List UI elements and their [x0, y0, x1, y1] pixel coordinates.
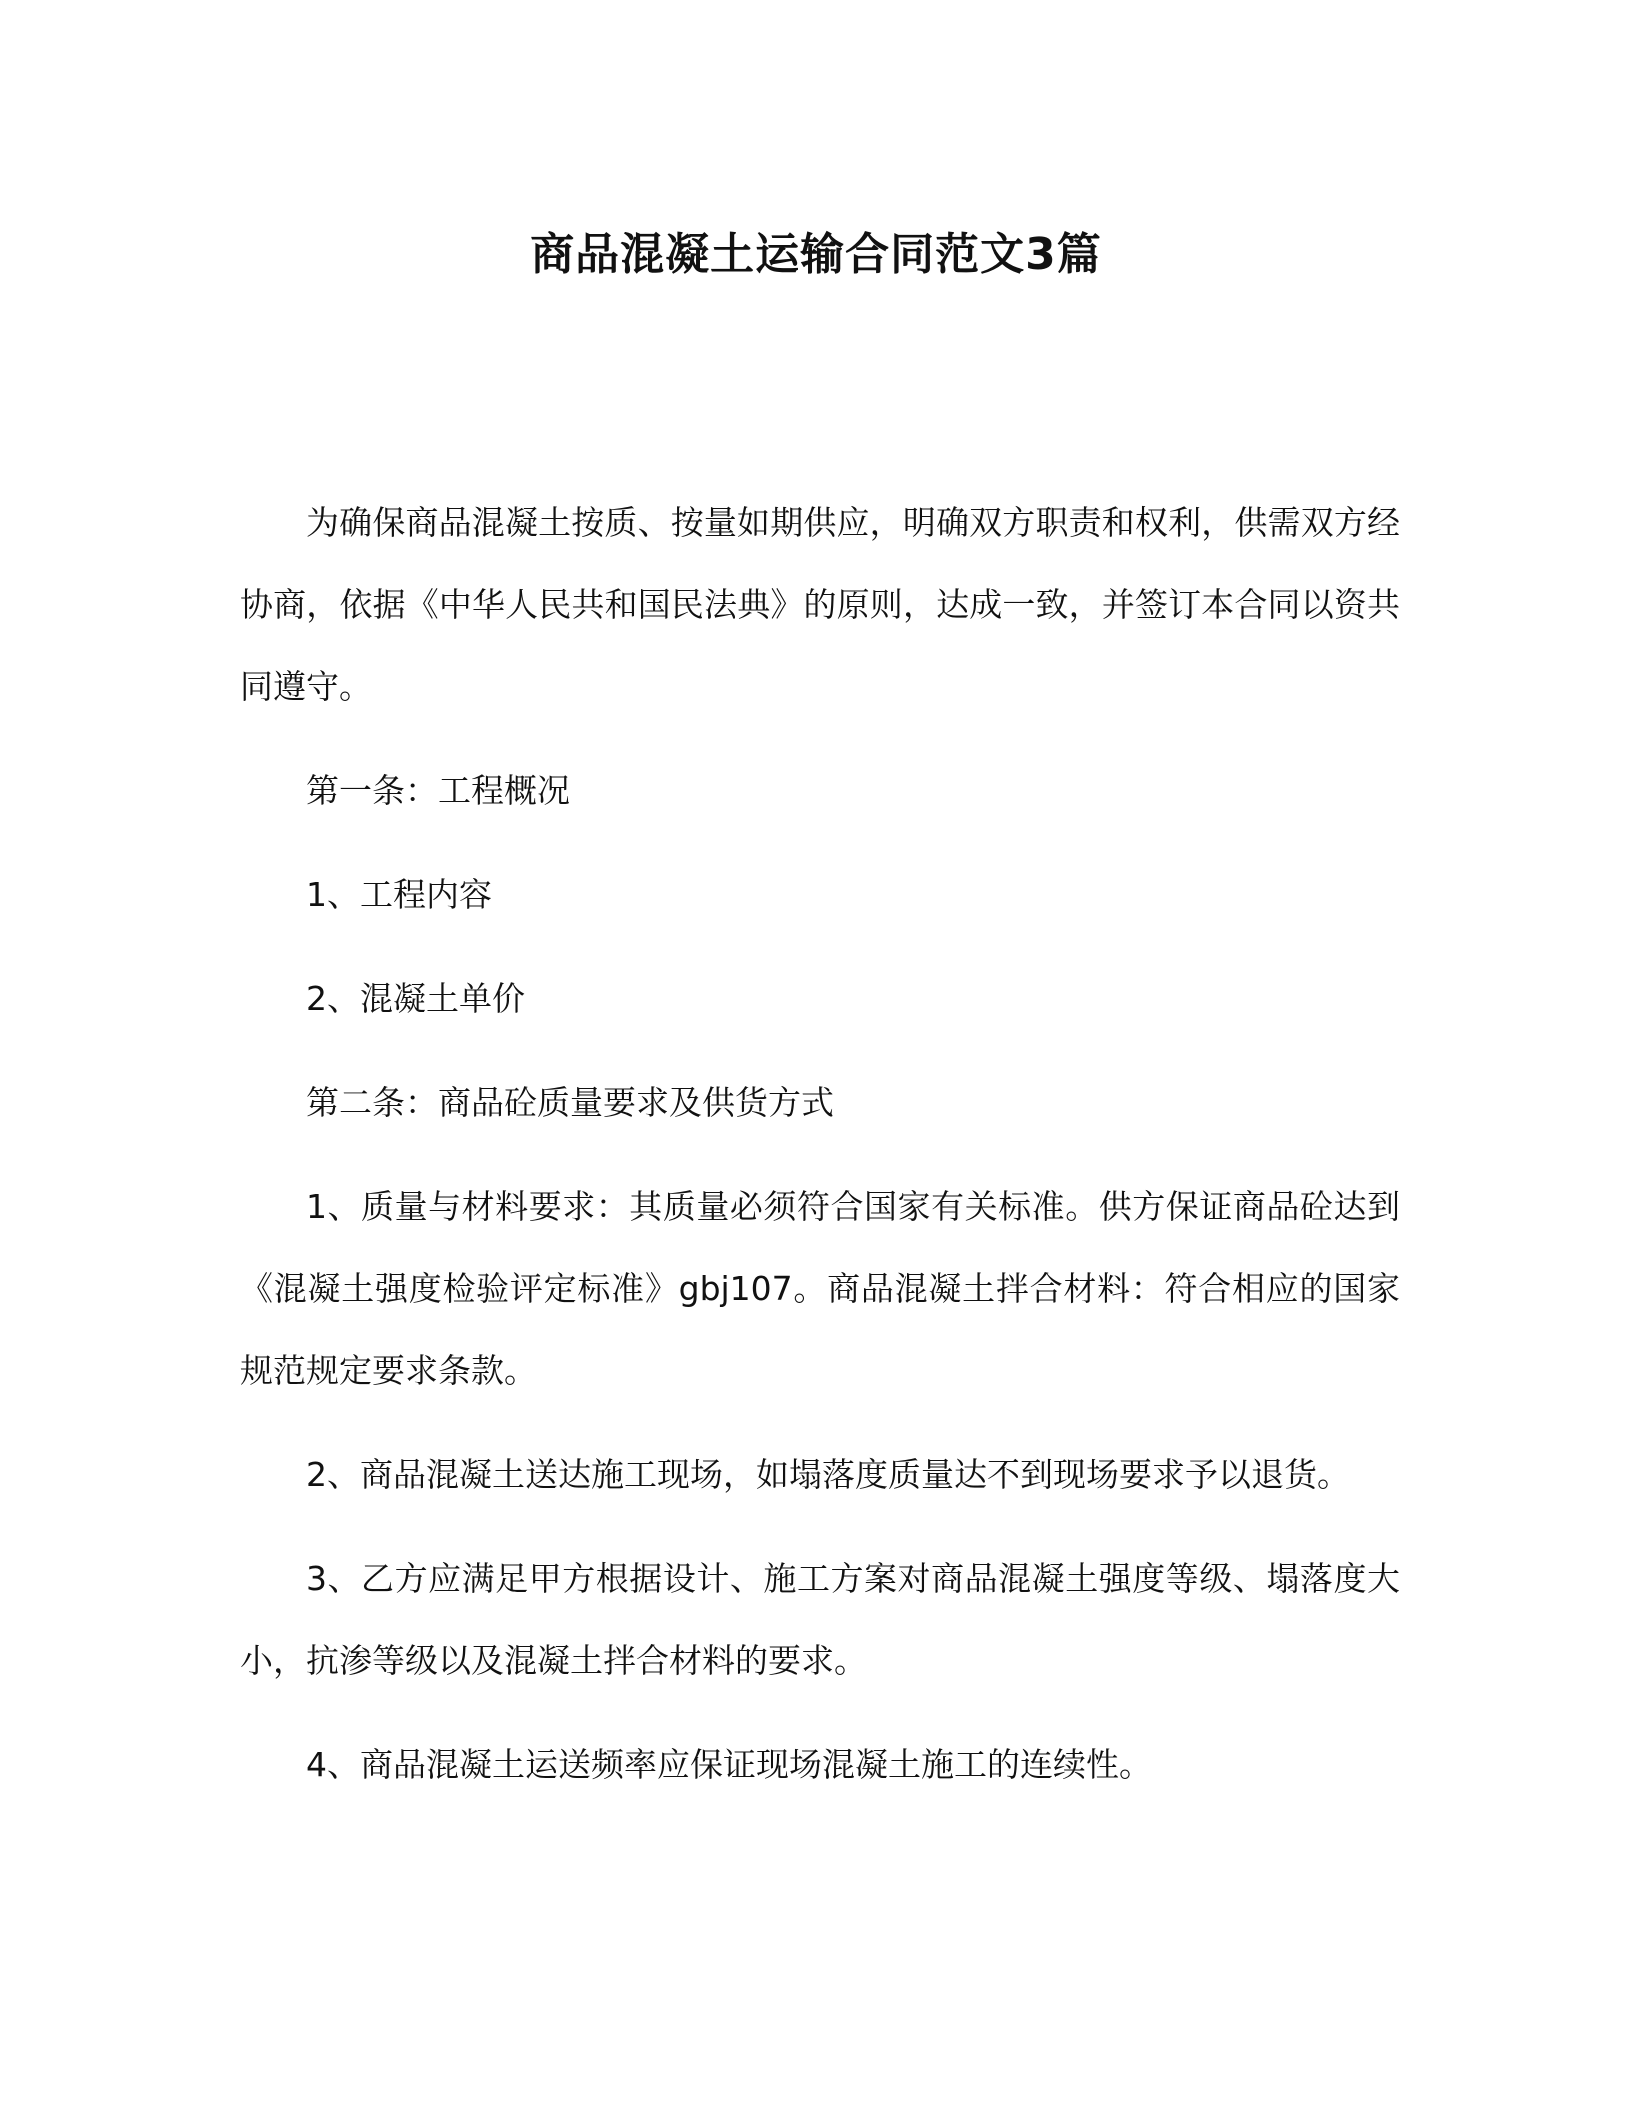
- article-2-item-3: 3、乙方应满足甲方根据设计、施工方案对商品混凝土强度等级、塌落度大小，抗渗等级以及混凝土拌合材料的要求。: [240, 1559, 1400, 1680]
- document-title: 商品混凝土运输合同范文3篇: [530, 229, 1102, 280]
- article-1-item-2: 2、混凝土单价: [306, 979, 525, 1018]
- document-body: [240, 482, 1400, 1828]
- article-1-heading: 第一条：工程概况: [306, 771, 570, 810]
- intro-paragraph: 为确保商品混凝土按质、按量如期供应，明确双方职责和权利，供需双方经协商，依据《中华人民共和国民法典》的原则，达成一致，并签订本合同以资共同遵守。: [240, 503, 1400, 706]
- article-2-item-1: 1、质量与材料要求：其质量必须符合国家有关标准。供方保证商品砼达到《混凝土强度检验评定标准》gbj107。商品混凝土拌合材料：符合相应的国家规范规定要求条款。: [240, 1187, 1400, 1390]
- article-1-item-1: 1、工程内容: [306, 875, 492, 914]
- article-2-item-4: 4、商品混凝土运送频率应保证现场混凝土施工的连续性。: [306, 1745, 1152, 1784]
- article-2-item-2: 2、商品混凝土送达施工现场，如塌落度质量达不到现场要求予以退货。: [306, 1455, 1350, 1494]
- article-2-heading: 第二条：商品砼质量要求及供货方式: [306, 1083, 834, 1122]
